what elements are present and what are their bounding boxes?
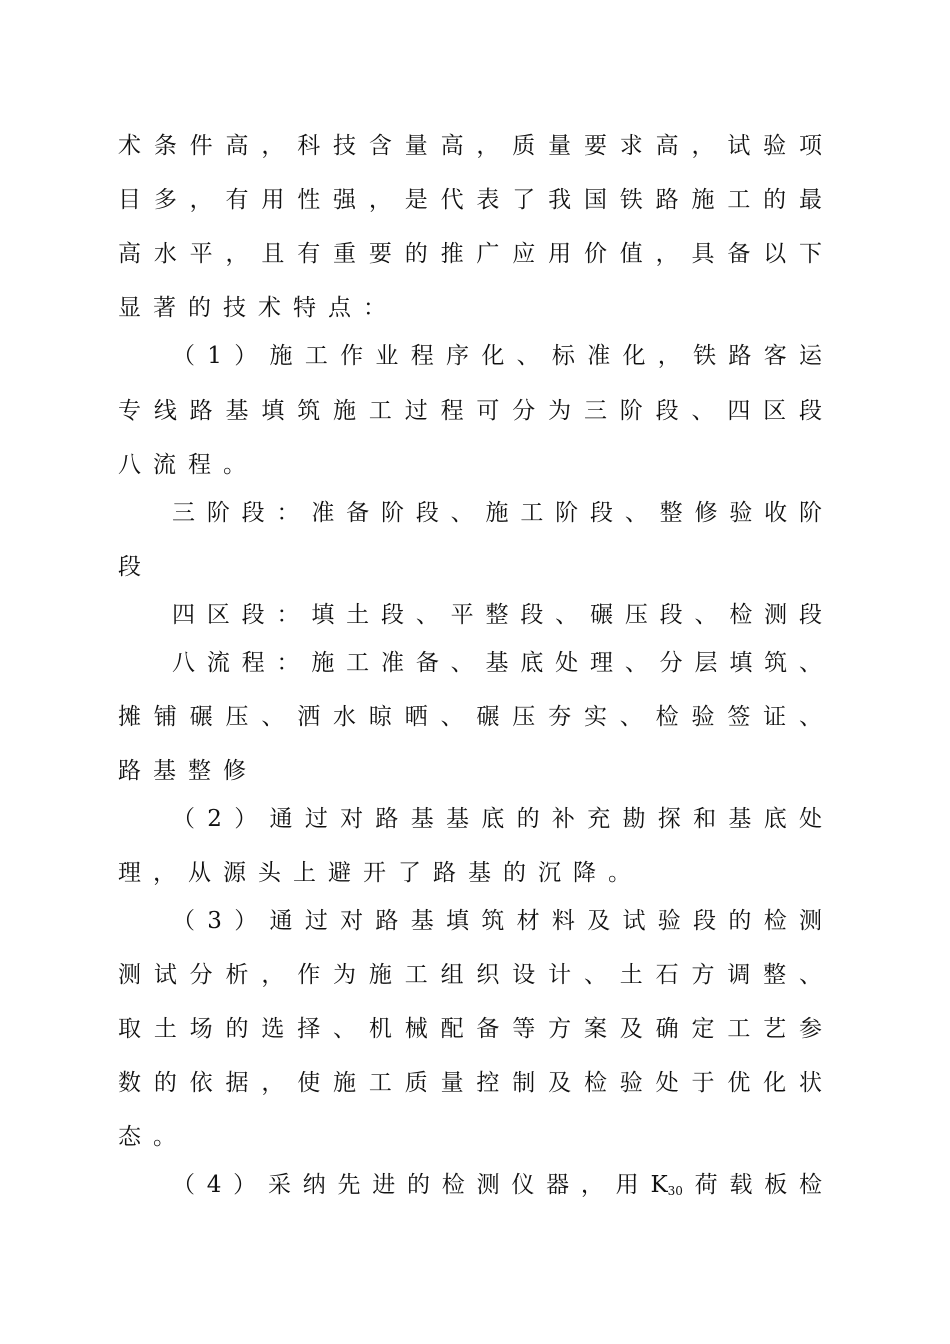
text-line: 路基整修 [118,758,258,784]
text-line: 取土场的选择、机械配备等方案及确定工艺参 [118,1016,822,1042]
text-line: 显著的技术特点： [118,295,398,321]
text-line-k30 [172,1169,822,1201]
text-line: 八流程。 [118,452,258,478]
text-line: 目多，有用性强，是代表了我国铁路施工的最 [118,187,822,213]
text-line: 专线路基填筑施工过程可分为三阶段、四区段 [118,398,822,424]
k30-symbol [650,1172,682,1198]
text-line: 术条件高，科技含量高，质量要求高，试验项 [118,133,822,159]
text-line: 八流程：施工准备、基底处理、分层填筑、 [172,650,822,676]
text-line: 理，从源头上避开了路基的沉降。 [118,860,643,886]
text-segment: 荷载板检 [682,1172,822,1198]
text-line: 高水平，且有重要的推广应用价值，具备以下 [118,241,822,267]
text-line: 摊铺碾压、洒水晾晒、碾压夯实、检验签证、 [118,704,822,730]
k-letter: K [650,1172,668,1198]
text-line: （3）通过对路基填筑材料及试验段的检测 [172,908,822,934]
text-line: （2）通过对路基基底的补充勘探和基底处 [172,806,822,832]
text-line: 段 [118,554,153,580]
text-line: 数的依据，使施工质量控制及检验处于优化状 [118,1070,822,1096]
text-line: 测试分析，作为施工组织设计、土石方调整、 [118,962,822,988]
text-line: 三阶段：准备阶段、施工阶段、整修验收阶 [172,500,822,526]
text-line: 态。 [118,1124,188,1150]
text-line: 四区段：填土段、平整段、碾压段、检测段 [172,602,822,628]
k-subscript: 30 [667,1184,683,1198]
text-segment: （4）采纳先进的检测仪器，用 [172,1172,651,1198]
text-line: （1）施工作业程序化、标准化，铁路客运 [172,343,822,369]
